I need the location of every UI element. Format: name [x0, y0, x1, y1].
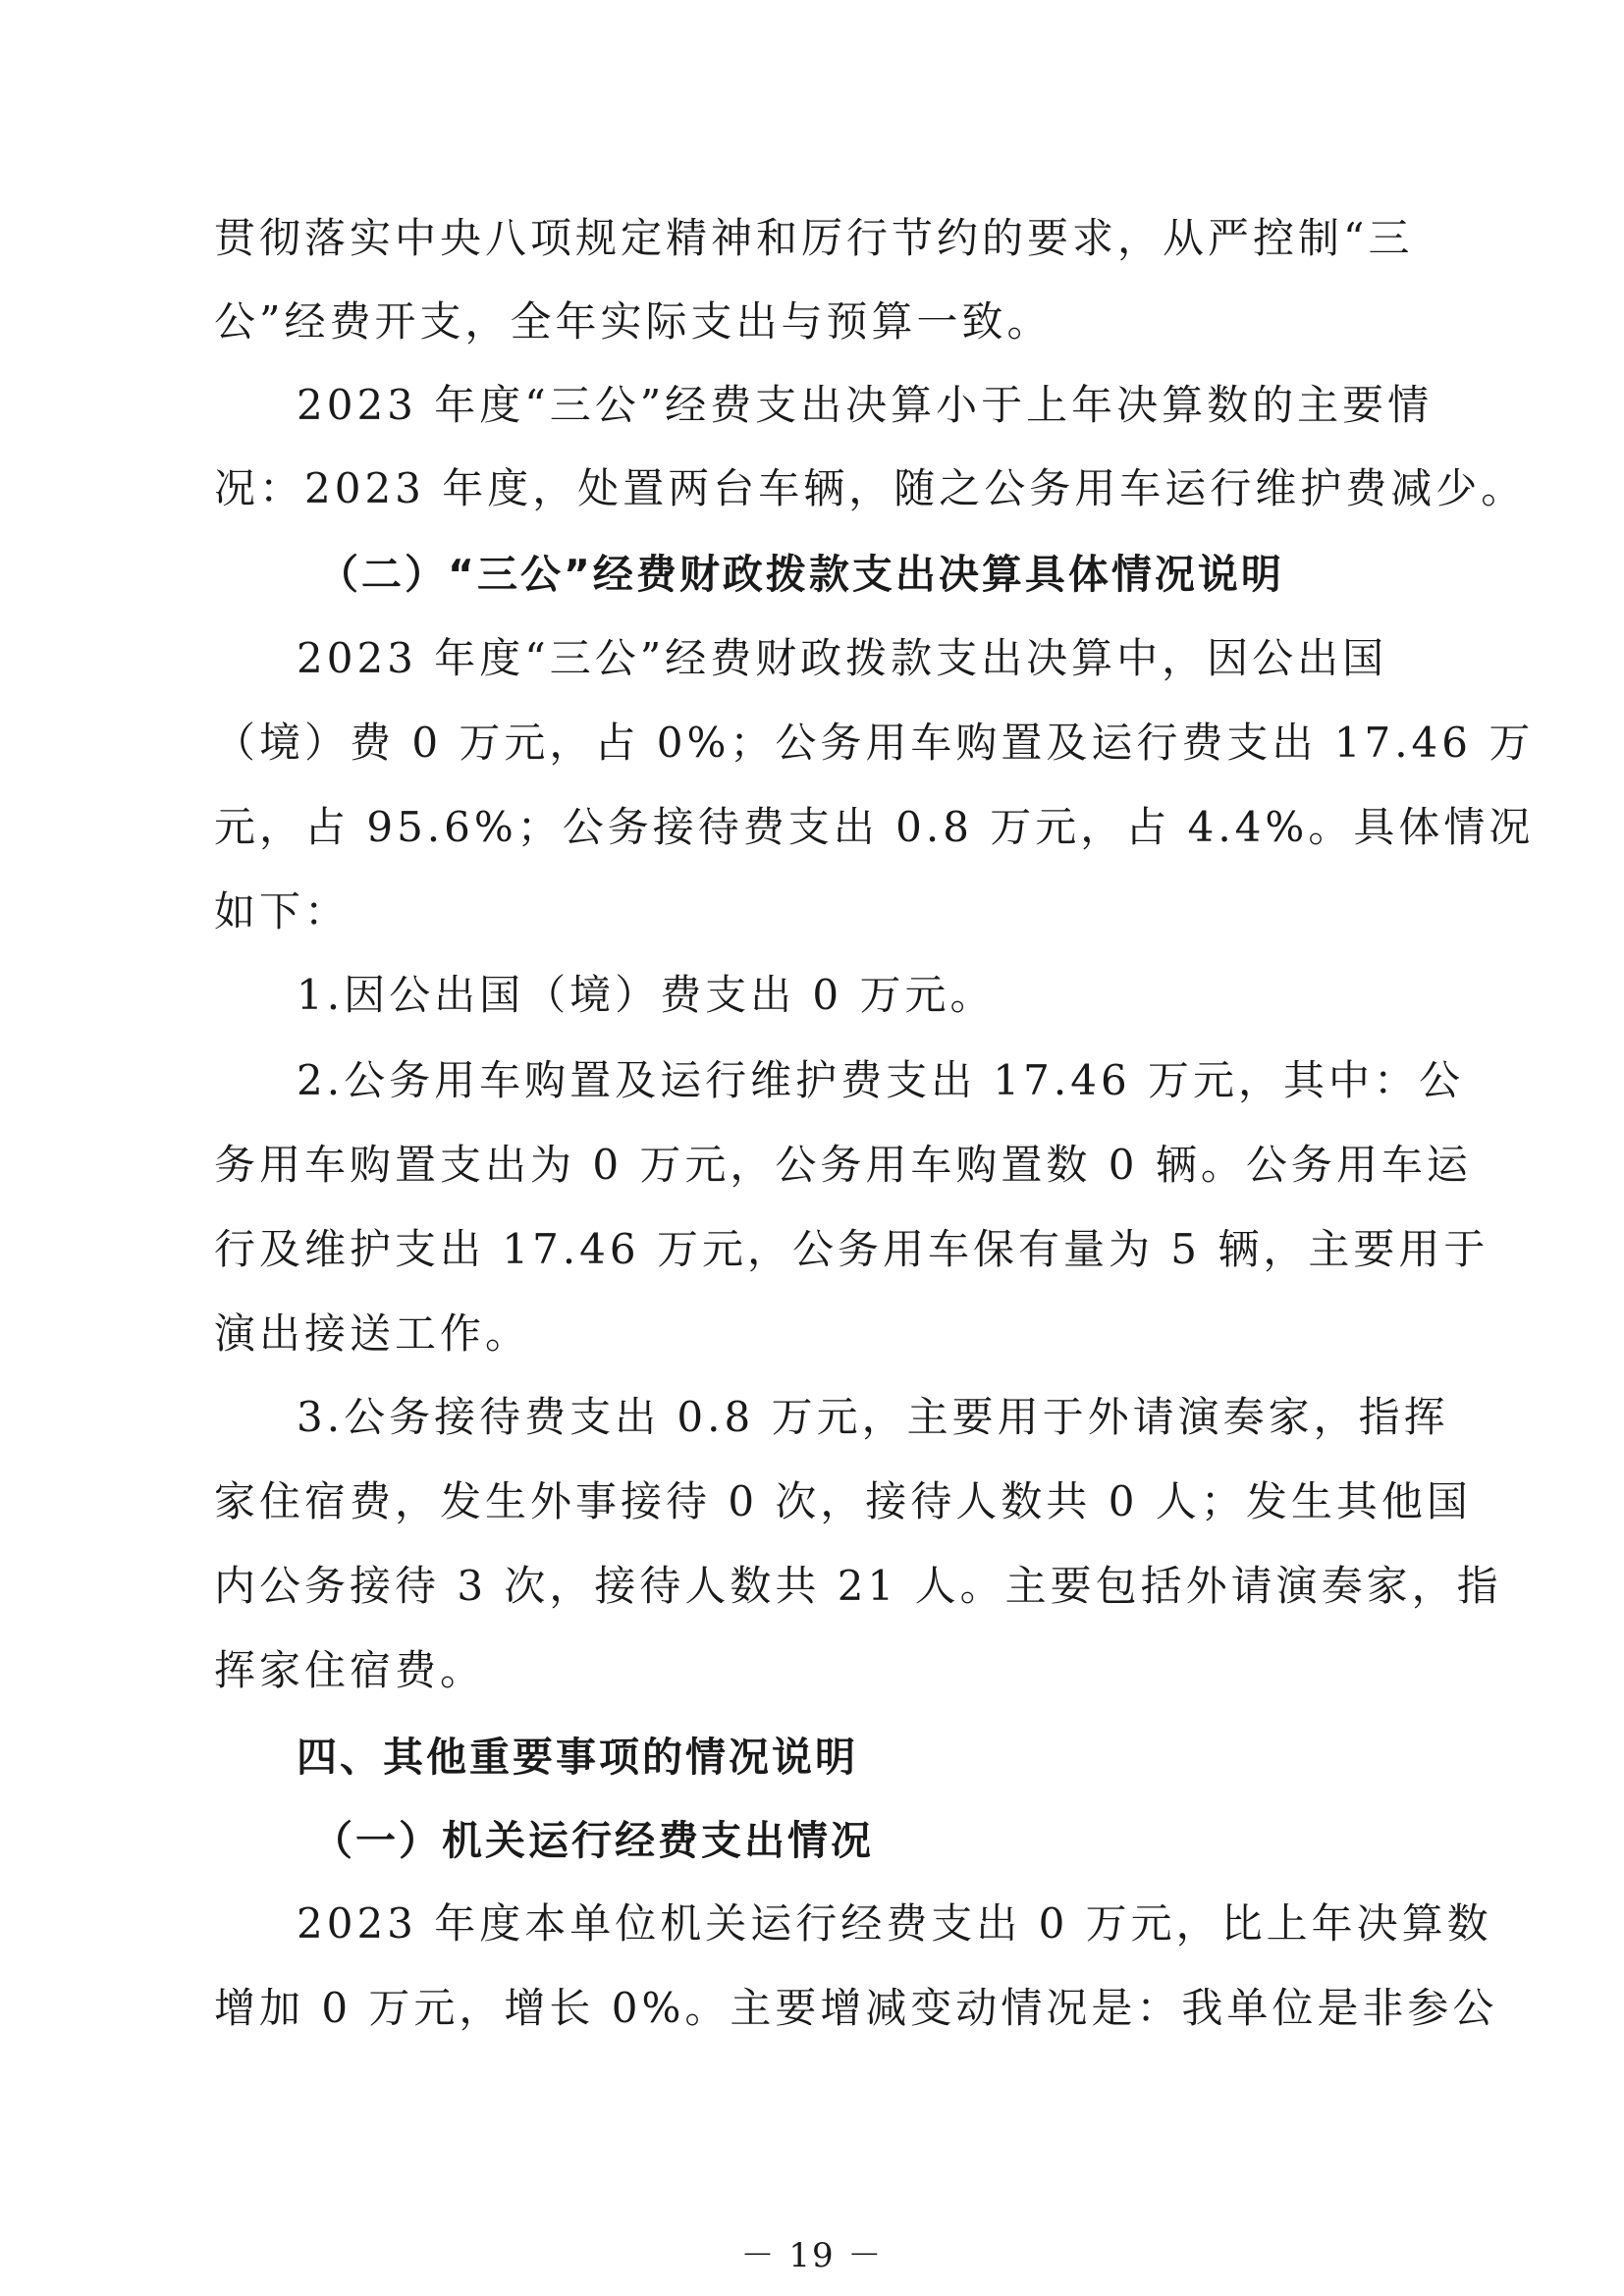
- text-line: 贯彻落实中央八项规定精神和厉行节约的要求，从严控制“三: [214, 214, 1414, 262]
- text-line: 增加 0 万元，增长 0%。主要增减变动情况是：我单位是非参公: [214, 1984, 1498, 2032]
- text-line: 行及维护支出 17.46 万元，公务用车保有量为 5 辆，主要用于: [214, 1225, 1489, 1273]
- text-line: 挥家住宿费。: [214, 1646, 486, 1694]
- text-line: 2023 年度本单位机关运行经费支出 0 万元，比上年决算数: [297, 1899, 1492, 1948]
- text-line: 务用车购置支出为 0 万元，公务用车购置数 0 辆。公务用车运: [214, 1141, 1472, 1189]
- text-line: 内公务接待 3 次，接待人数共 21 人。主要包括外请演奏家，指: [214, 1562, 1502, 1610]
- list-item: 2.公务用车购置及运行维护费支出 17.46 万元，其中：公: [297, 1056, 1465, 1104]
- text-line: 演出接送工作。: [214, 1309, 531, 1358]
- sub-section-heading: （一）机关运行经费支出情况: [312, 1817, 874, 1864]
- text-line: 况：2023 年度，处置两台车辆，随之公务用车运行维护费减少。: [214, 464, 1527, 512]
- text-line: 家住宿费，发生外事接待 0 次，接待人数共 0 人；发生其他国: [214, 1477, 1472, 1525]
- list-item: 1.因公出国（境）费支出 0 万元。: [297, 971, 996, 1019]
- section-heading: （二）“三公”经费财政拨款支出决算具体情况说明: [318, 551, 1284, 598]
- section-heading: 四、其他重要事项的情况说明: [297, 1734, 858, 1781]
- list-item: 3.公务接待费支出 0.8 万元，主要用于外请演奏家，指挥: [297, 1393, 1449, 1441]
- text-line: 2023 年度“三公”经费财政拨款支出决算中，因公出国: [297, 634, 1388, 682]
- text-line: 如下：: [214, 887, 351, 935]
- text-line: 2023 年度“三公”经费支出决算小于上年决算数的主要情: [297, 381, 1434, 429]
- page-number: － 19 －: [740, 2236, 884, 2275]
- text-line: 元，占 95.6%；公务接待费支出 0.8 万元，占 4.4%。具体情况: [214, 803, 1535, 851]
- text-line: 公”经费开支，全年实际支出与预算一致。: [214, 297, 1053, 346]
- text-line: （境）费 0 万元，占 0%；公务用车购置及运行费支出 17.46 万: [214, 719, 1535, 767]
